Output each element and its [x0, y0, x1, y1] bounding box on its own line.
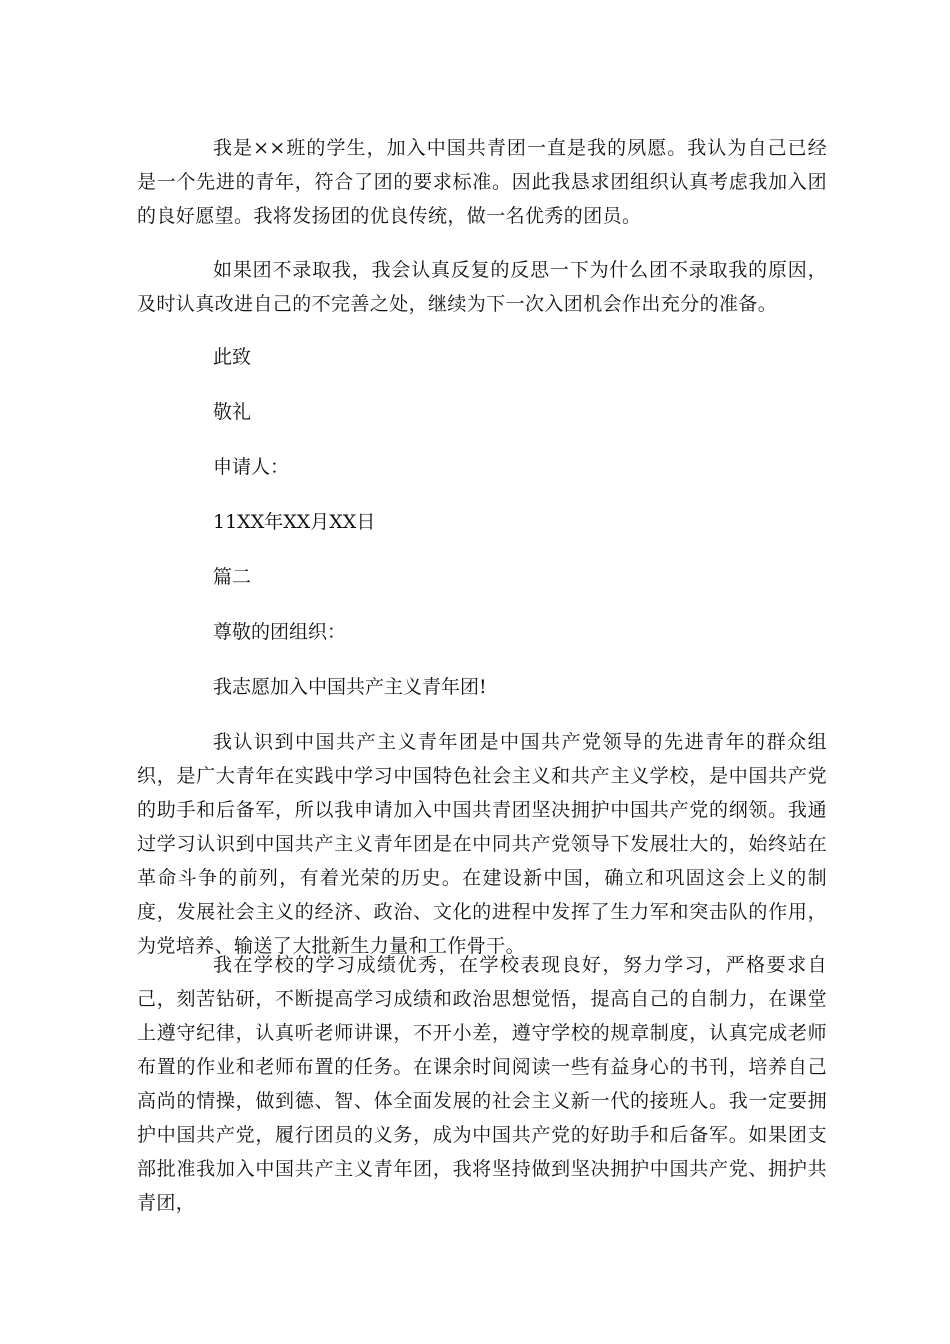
closing-salutation: 此致: [213, 346, 252, 368]
greeting: 尊敬的团组织：: [213, 621, 347, 643]
body-paragraph: 我是××班的学生，加入中国共青团一直是我的夙愿。我认为自己已经是一个先进的青年，符合了团的要求标准。因此我恳求团组织认真考虑我加入团的良好愿望。我将发扬团的优良传统，做一名优秀的团员。: [137, 137, 827, 227]
section-heading: 篇二: [213, 566, 252, 588]
closing-regards: 敬礼: [213, 401, 252, 423]
body-paragraph: 我在学校的学习成绩优秀，在学校表现良好，努力学习，严格要求自己，刻苦钻研，不断提高学习成绩和政治思想觉悟，提高自己的自制力，在课堂上遵守纪律，认真听老师讲课，不开小差，遵守学校的规章制度，认真完成老师布置的作业和老师布置的任务。在课余时间阅读一些有益身心的书刊，培养自己高尚的情操，做到德、智、体全面发展的社会主义新一代的接班人。我一定要拥护中国共产党，履行团员的义务，成为中国共产党的好助手和后备军。如果团支部批准我加入中国共产主义青年团，我将坚持做到坚决拥护中国共产党、拥护共青团，: [137, 954, 827, 1214]
body-paragraph: 我认识到中国共产主义青年团是中国共产党领导的先进青年的群众组织，是广大青年在实践中学习中国特色社会主义和共产主义学校，是中国共产党的助手和后备军，所以我申请加入中国共青团坚决拥护中国共产党的纲领。我通过学习认识到中国共产主义青年团是在中同共产党领导下发展壮大的，始终站在革命斗争的前列，有着光荣的历史。在建设新中国，确立和巩固这会上义的制度，发展社会主义的经济、政治、文化的进程中发挥了生力军和突击队的作用，为党培养、输送了大批新生力量和工作骨干。: [137, 731, 827, 957]
date-line: 11XX年XX月XX日: [213, 511, 376, 533]
body-paragraph: 如果团不录取我，我会认真反复的反思一下为什么团不录取我的原因，及时认真改进自己的不完善之处，继续为下一次入团机会作出充分的准备。: [137, 259, 827, 315]
declaration: 我志愿加入中国共产主义青年团!: [213, 676, 487, 698]
applicant-label: 申请人：: [213, 456, 290, 478]
